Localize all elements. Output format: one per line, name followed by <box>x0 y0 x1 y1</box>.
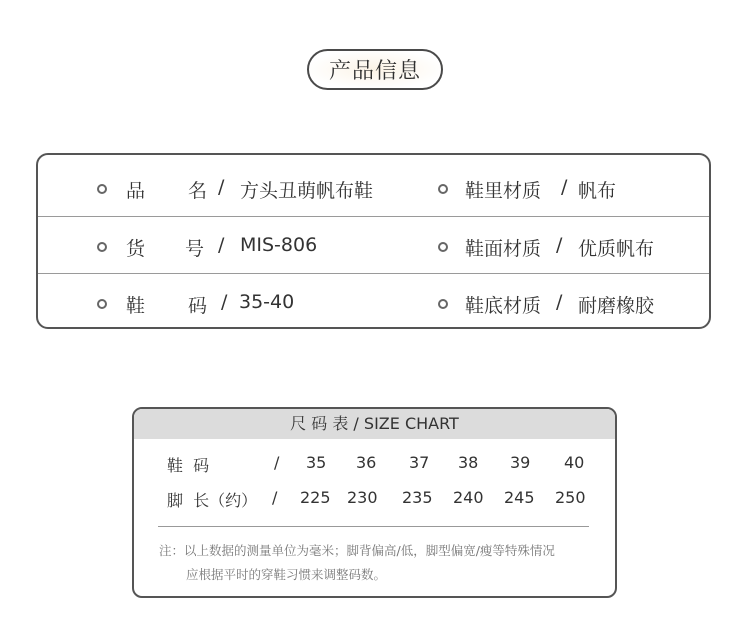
info-label: 号 <box>185 238 205 260</box>
size-value: 39 <box>510 453 531 472</box>
info-value: MIS-806 <box>240 234 318 256</box>
info-row <box>38 216 709 275</box>
divider <box>158 526 589 527</box>
info-label: 鞋底材质 <box>465 295 542 317</box>
bullet-icon <box>97 299 107 309</box>
info-value: 优质帆布 <box>578 238 655 260</box>
info-row <box>38 273 709 328</box>
info-value: 方头丑萌帆布鞋 <box>240 180 374 202</box>
product-info-table <box>36 153 711 329</box>
info-label: 鞋 <box>126 295 146 317</box>
info-value: 帆布 <box>578 180 617 202</box>
info-row <box>38 159 709 217</box>
info-separator: / <box>561 176 568 198</box>
row-separator: / <box>274 453 280 472</box>
section-title-text: 产品信息 <box>328 59 421 84</box>
length-value: 245 <box>504 488 535 507</box>
bullet-icon <box>438 242 448 252</box>
info-label: 鞋里材质 <box>465 180 542 202</box>
bullet-icon <box>438 299 448 309</box>
info-label: 鞋面材质 <box>465 238 542 260</box>
length-value: 240 <box>453 488 484 507</box>
size-value: 35 <box>306 453 327 472</box>
info-label: 品 <box>126 180 146 202</box>
size-note-line: 应根据平时的穿鞋习惯来调整码数。 <box>186 567 387 582</box>
length-value: 230 <box>347 488 378 507</box>
info-separator: / <box>221 291 228 313</box>
size-value: 38 <box>458 453 479 472</box>
bullet-icon <box>438 184 448 194</box>
size-value: 36 <box>356 453 377 472</box>
row-label: 鞋 码 <box>167 456 210 475</box>
size-value: 37 <box>409 453 430 472</box>
foot-length-row <box>134 488 615 512</box>
info-label: 货 <box>126 238 146 260</box>
row-separator: / <box>272 488 278 507</box>
size-chart <box>132 407 617 598</box>
info-value: 35-40 <box>239 291 295 313</box>
info-separator: / <box>556 291 563 313</box>
length-value: 235 <box>402 488 433 507</box>
info-label: 名 <box>188 180 208 202</box>
bullet-icon <box>97 242 107 252</box>
size-note-line: 注：以上数据的测量单位为毫米；脚背偏高/低，脚型偏宽/瘦等特殊情况 <box>159 543 555 558</box>
section-title <box>307 49 443 90</box>
size-chart-title: 尺 码 表 / SIZE CHART <box>134 409 615 439</box>
info-label: 码 <box>188 295 208 317</box>
info-separator: / <box>218 234 225 256</box>
info-value: 耐磨橡胶 <box>578 295 655 317</box>
row-label: 脚 长（约） <box>167 491 258 510</box>
length-value: 225 <box>300 488 331 507</box>
info-separator: / <box>556 234 563 256</box>
bullet-icon <box>97 184 107 194</box>
info-separator: / <box>218 176 225 198</box>
size-value: 40 <box>564 453 585 472</box>
length-value: 250 <box>555 488 586 507</box>
shoe-size-row <box>134 453 615 477</box>
